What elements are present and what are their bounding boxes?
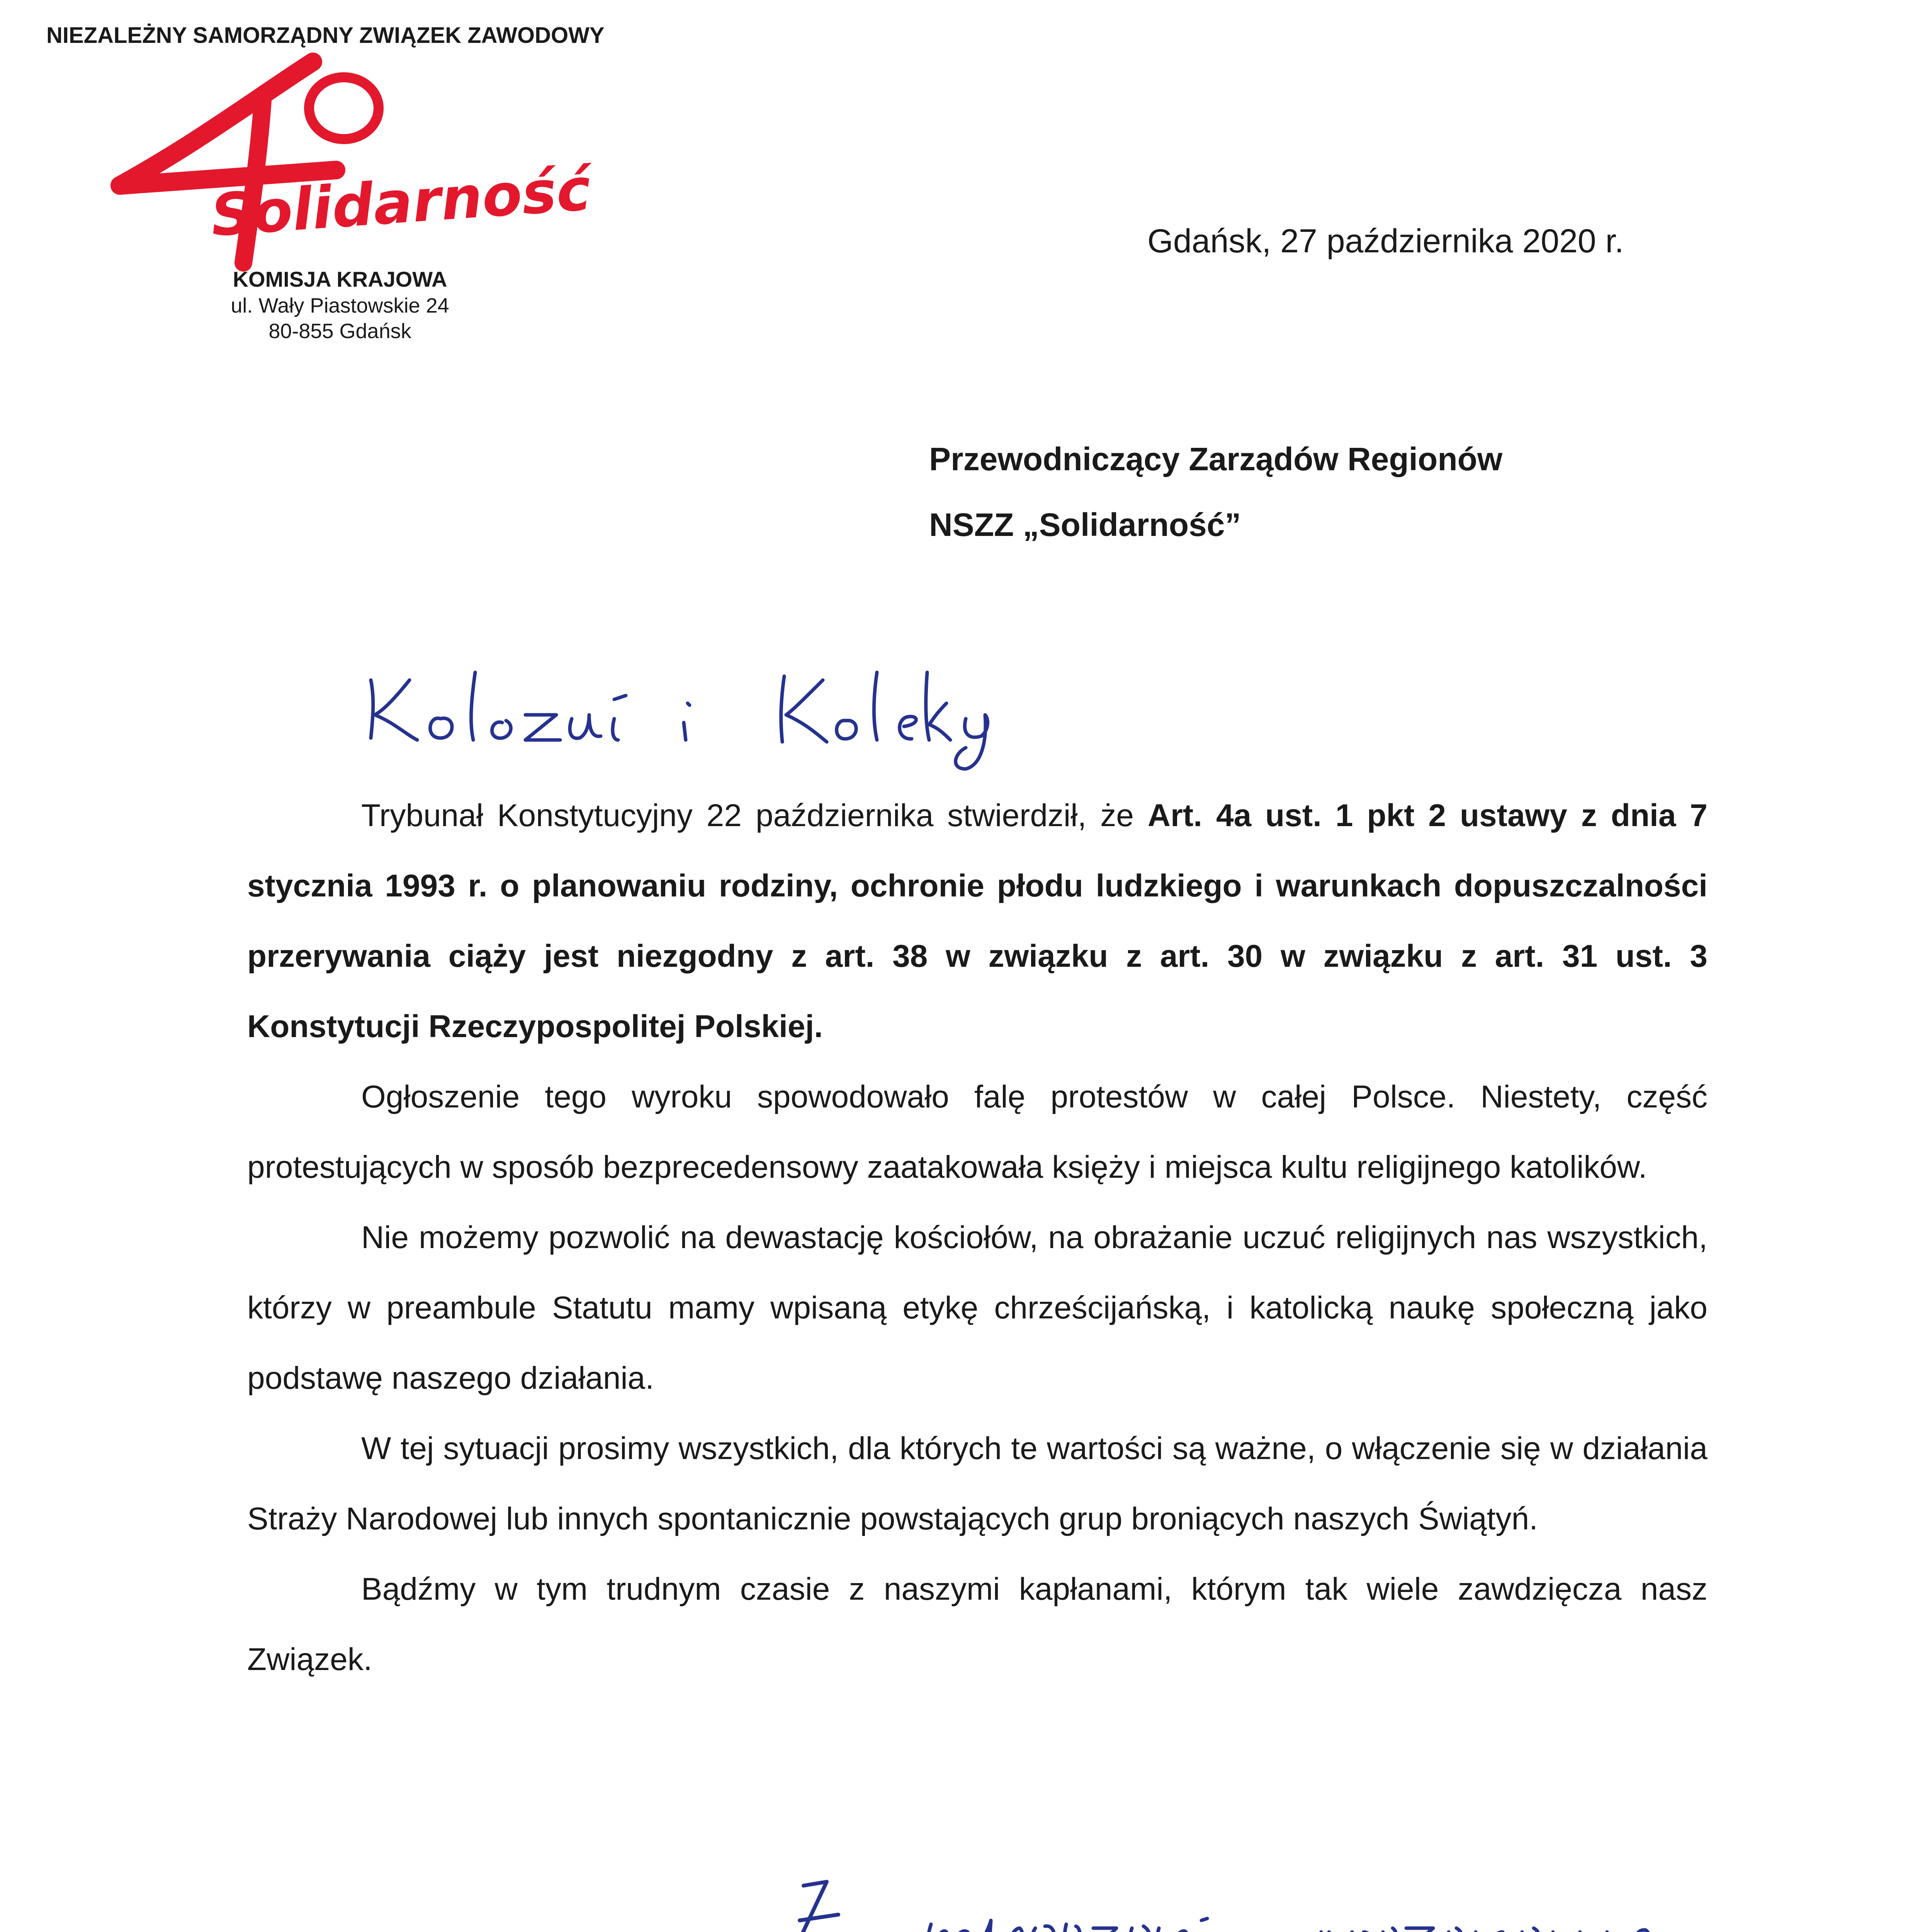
union-name: NIEZALEŻNY SAMORZĄDNY ZWIĄZEK ZAWODOWY [46, 23, 605, 48]
logo-four-stroke [120, 62, 336, 185]
paragraph-5: Bądźmy w tym trudnym czasie z naszymi kapłanami, którym tak wiele zawdzięcza nasz Związek. [247, 1571, 1708, 1677]
address-street: ul. Wały Piastowskie 24 [231, 294, 449, 317]
logo-wordmark: Solidarność [209, 156, 593, 250]
handwritten-closing [788, 1878, 1700, 1932]
handwritten-salutation [363, 657, 1028, 773]
paragraph-1-bold: Art. 4a ust. 1 pkt 2 ustawy z dnia 7 stycznia 1993 r. o planowaniu rodziny, ochronie płodu ludzkiego i warunkach dopuszczalności przerywania ciąży jest niezgodny z art. 38 w związku z art. 30 w związku z art. 31 ust. 3 Konstytucji Rzeczypospolitej Polskiej. [247, 798, 1708, 1044]
address-city: 80-855 Gdańsk [268, 320, 411, 343]
address-commission: KOMISJA KRAJOWA [233, 267, 447, 291]
paragraph-2: Ogłoszenie tego wyroku spowodowało falę protestów w całej Polsce. Niestety, część protestujących w sposób bezprecedensowy zaatakowała księży i miejsca kultu religijnego katolików. [247, 1079, 1708, 1185]
solidarnosc-40-logo [97, 54, 593, 270]
recipient-line-1: Przewodniczący Zarządów Regionów [929, 441, 1503, 477]
letter-date: Gdańsk, 27 października 2020 r. [1147, 223, 1624, 260]
paragraph-4: W tej sytuacji prosimy wszystkich, dla których te wartości są ważne, o włączenie się w działania Straży Narodowej lub innych spontanicznie powstających grup broniących naszych Świątyń. [247, 1431, 1708, 1536]
letter-body [247, 781, 1708, 1695]
recipient-line-2: NSZZ „Solidarność” [929, 507, 1241, 543]
paragraph-1 [247, 781, 1708, 1062]
logo-zero [309, 77, 379, 139]
paragraph-1-intro: Trybunał Konstytucyjny 22 października stwierdził, że [361, 798, 1148, 833]
paragraph-3: Nie możemy pozwolić na dewastację kościołów, na obrażanie uczuć religijnych nas wszystkich, którzy w preambule Statutu mamy wpisaną etykę chrześcijańską, i katolicką naukę społeczną jako podstawę naszego działania. [247, 1220, 1708, 1396]
